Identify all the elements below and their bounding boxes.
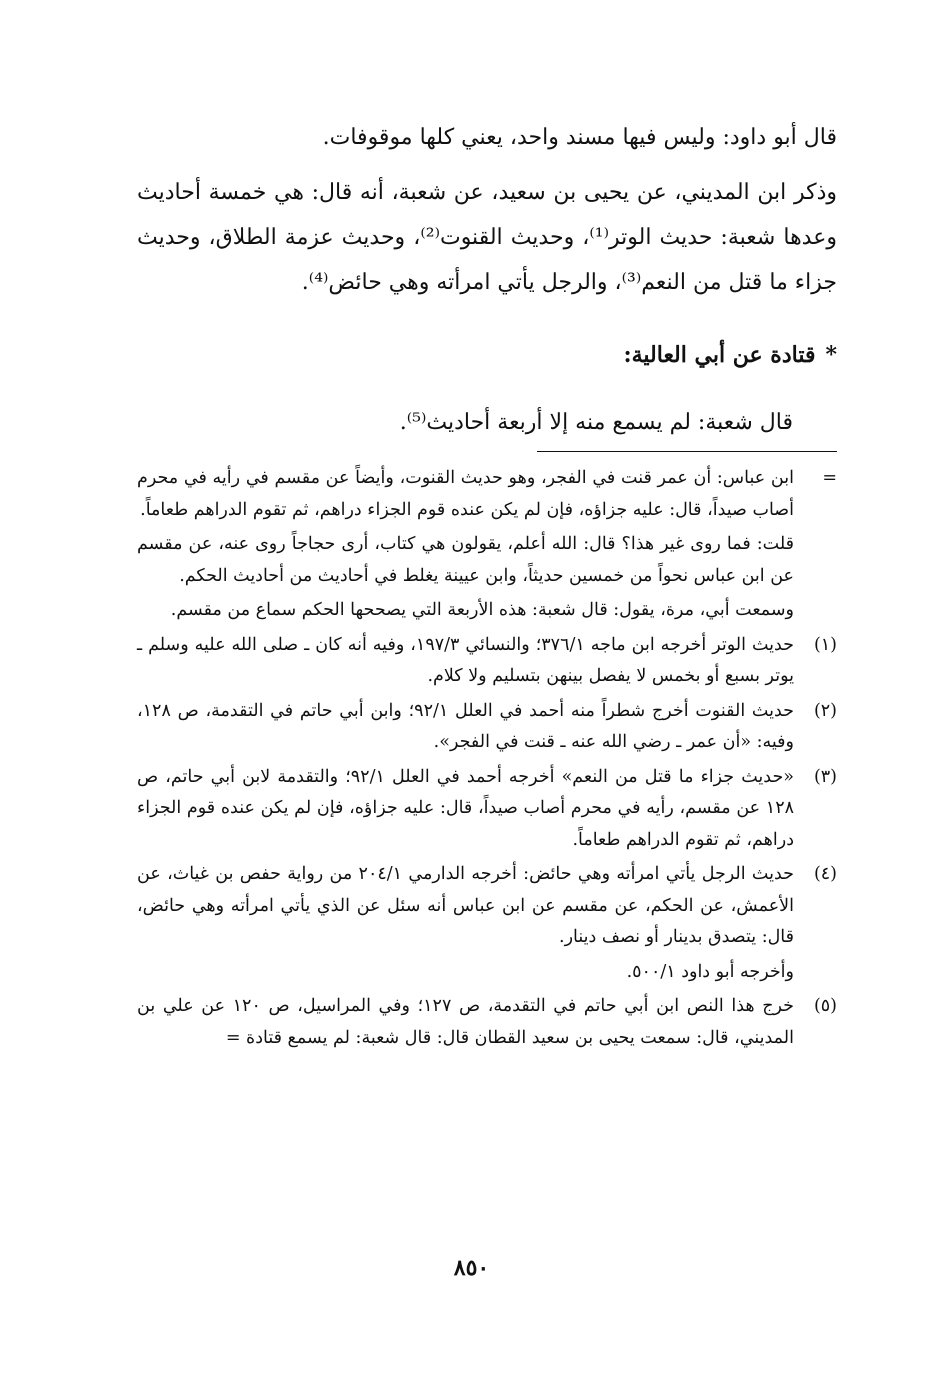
footnote-2 [137,696,837,759]
footnote-text: «حديث جزاء ما قتل من النعم» أخرجه أحمد في العلل ٩٢/١؛ والتقدمة لابن أبي حاتم، ص ١٢٨ عن مقسم، رأيه في محرم أصاب صيداً، قال: عليه جزاؤه، فإن لم يكن عنده قوم الجزاء دراهم، ثم تقوم الدراهم طعاماً. [137,766,794,850]
footnote-number: (٢) [813,700,837,721]
footnote-text: حديث القنوت أخرج شطراً منه أحمد في العلل ٩٢/١؛ وابن أبي حاتم في التقدمة، ص ١٢٨، وفيه: «أن عمر ـ رضي الله عنه ـ قنت في الفجر». [137,700,794,752]
footnote-1 [137,630,837,693]
footnote-number: (٣) [813,766,837,787]
footnote-5 [137,991,837,1054]
footnote-4 [137,859,837,988]
footnote-continuation-para: ابن عباس: أن عمر قنت في الفجر، وهو حديث القنوت، وأيضاً عن مقسم في رأيه في محرم أصاب صيداً، قال: عليه جزاؤه، فإن لم يكن عنده قوم الجزاء دراهم، ثم تقوم الدراهم طعاماً. [137,468,794,520]
main-line-shuba: قال شعبة: لم يسمع منه إلا أربعة أحاديث⁽⁵⁾. [399,410,793,435]
main-line-abu-dawud: قال أبو داود: وليس فيها مسند واحد، يعني كلها موقوفات. [322,125,837,150]
page-number: ٨٥٠ [453,1255,490,1281]
section-heading-text: قتادة عن أبي العالية: [623,342,816,368]
footnote-text: حديث الوتر أخرجه ابن ماجه ٣٧٦/١؛ والنسائي ١٩٧/٣، وفيه أنه كان ـ صلى الله عليه وسلم ـ يوتر بسبع أو بخمس لا يفصل بينهن بتسليم ولا كلام. [137,634,795,686]
footnote-continuation-para: قلت: فما روى غير هذا؟ قال: الله أعلم، يقولون هي كتاب، أرى حجاجاً روى عنه، عن مقسم عن ابن عباس نحواً من خمسين حديثاً، وابن عيينة يغلط في أحاديث من أحاديث الحكم. [137,534,794,586]
footnote-number: (٤) [813,864,837,884]
asterisk-icon: * [825,342,837,368]
footnote-continuation [137,463,837,627]
main-paragraph-ibn-al-madini: وذكر ابن المديني، عن يحيى بن سعيد، عن شعبة، أنه قال: هي خمسة أحاديث وعدها شعبة: حديث الوتر⁽¹⁾، وحديث القنوت⁽²⁾، وحديث عزمة الطلاق، وحديث جزاء ما قتل من النعم⁽³⁾، والرجل يأتي امرأته وهي حائض⁽⁴⁾. [137,180,837,295]
footnote-number: (٥) [813,996,837,1016]
continuation-mark: = [822,468,837,488]
footnote-separator [537,451,837,452]
footnote-text: حديث الرجل يأتي امرأته وهي حائض: أخرجه الدارمي ٢٠٤/١ من رواية حفص بن غياث، عن الأعمش، عن الحكم، عن مقسم عن ابن عباس أنه سئل عن الذي يأتي امرأته وهي حائض، قال: يتصدق بدينار أو نصف دينار. [137,864,794,947]
footnote-3 [137,762,837,857]
footnote-continuation-para: وسمعت أبي، مرة، يقول: قال شعبة: هذه الأربعة التي يصححها الحكم سماع من مقسم. [170,600,794,620]
footnote-text: خرج هذا النص ابن أبي حاتم في التقدمة، ص ١٢٧؛ وفي المراسيل، ص ١٢٠ عن علي بن المديني، قال: سمعت يحيى بن سعيد القطان قال: قال شعبة: لم يسمع قتادة = [137,996,794,1048]
footnotes [137,463,837,1057]
footnote-text-extra: وأخرجه أبو داود ٥٠٠/١. [626,961,794,982]
footnote-number: (١) [813,634,837,655]
section-heading [137,333,837,378]
